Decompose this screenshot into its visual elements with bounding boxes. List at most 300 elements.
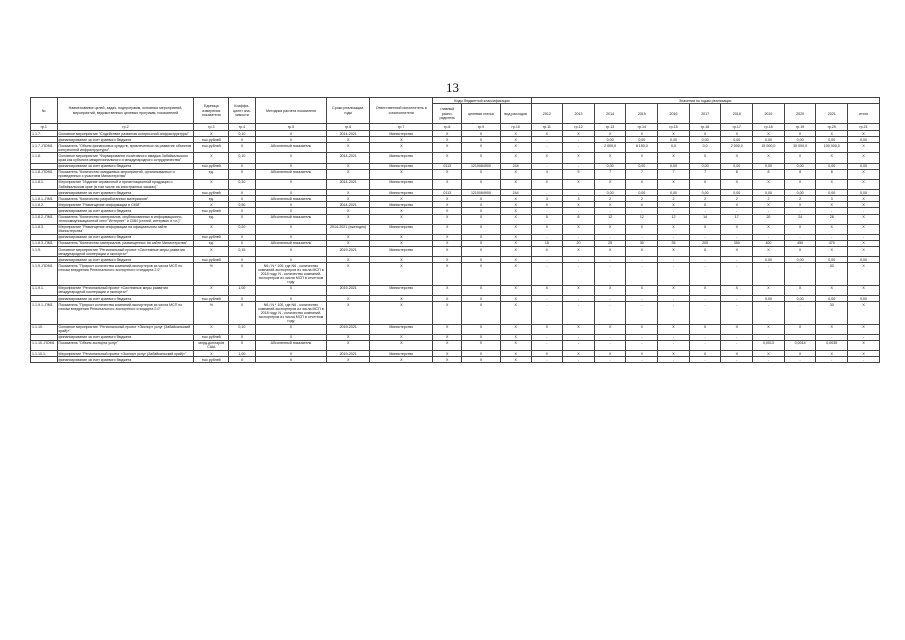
table-cell: X [531, 247, 563, 257]
row-number: 1.1.8.3.-ПМ1 [31, 240, 58, 246]
table-cell: X [753, 202, 785, 208]
table-cell: X [229, 263, 256, 285]
header-year: итого [848, 104, 880, 124]
table-cell: 12 [658, 214, 690, 224]
table-cell: 0,00 [816, 296, 848, 302]
table-cell: X [816, 351, 848, 357]
table-cell: X [229, 340, 256, 350]
table-cell: - [594, 257, 626, 263]
table-cell: 0,00 [626, 190, 658, 196]
table-cell: X [255, 334, 327, 340]
table-cell: - [658, 263, 690, 285]
table-cell: - [531, 263, 563, 285]
table-cell: - [594, 357, 626, 363]
column-number: гр.20 [816, 124, 848, 131]
row-number: 1.1.9.1. [31, 285, 58, 295]
table-cell: X [327, 214, 370, 224]
table-cell: X [433, 202, 462, 208]
table-cell: тыс.рублей [194, 208, 229, 214]
table-cell: X [563, 179, 595, 189]
table-cell: 1,00 [229, 285, 256, 295]
table-cell: ед. [194, 169, 229, 179]
table-cell: 0,00 [689, 190, 721, 196]
table-cell: 0,10 [229, 324, 256, 334]
table-cell: 2014-2021 [327, 131, 370, 137]
column-number: гр.13 [594, 124, 626, 131]
row-name: Основное мероприятие "Содействие развитию конгрессной инфраструктуры" [57, 131, 194, 137]
table-cell: X [753, 324, 785, 334]
table-cell: X [462, 247, 501, 257]
table-cell: - [594, 302, 626, 324]
table-cell: - [753, 234, 785, 240]
table-cell: X [848, 285, 880, 295]
table-cell: X [753, 153, 785, 163]
table-cell: X [500, 234, 531, 240]
table-cell: X [500, 334, 531, 340]
table-cell: X [433, 351, 462, 357]
table-cell: X [255, 324, 327, 334]
header-budget-codes: Коды бюджетной классификации [433, 98, 531, 104]
table-cell: X [658, 351, 690, 357]
table-cell: 20 [753, 214, 785, 224]
table-cell: - [848, 334, 880, 340]
table-cell: X [327, 169, 370, 179]
table-cell: 450 [784, 240, 816, 246]
table-cell: 15 [531, 240, 563, 246]
table-cell: 0,00 [753, 257, 785, 263]
table-cell: 30 [626, 240, 658, 246]
table-cell: X [229, 169, 256, 179]
table-cell: X [531, 153, 563, 163]
table-cell: X [500, 131, 531, 137]
table-cell: X [563, 324, 595, 334]
table-cell: X [433, 357, 462, 363]
table-cell: X [194, 224, 229, 234]
table-cell: X [500, 263, 531, 285]
table-cell: X [327, 302, 370, 324]
header-year: 2012 [531, 104, 563, 124]
table-cell: - [563, 263, 595, 285]
table-cell: X [327, 208, 370, 214]
table-cell: 470 [816, 240, 848, 246]
table-cell: тыс.рублей [194, 143, 229, 153]
table-cell: X [433, 143, 462, 153]
table-cell: 1,00 [229, 351, 256, 357]
table-cell: X [721, 324, 753, 334]
table-cell: X [462, 153, 501, 163]
table-cell: X [433, 137, 462, 143]
table-cell: X [626, 351, 658, 357]
table-cell: - [531, 143, 563, 153]
table-cell: - [594, 234, 626, 240]
table-cell: - [531, 302, 563, 324]
table-cell: 0,00 [753, 137, 785, 143]
table-cell: X [816, 247, 848, 257]
table-cell: X [433, 324, 462, 334]
table-cell: 244 [500, 190, 531, 196]
table-cell: X [848, 263, 880, 285]
table-cell: X [462, 324, 501, 334]
row-name: финансирование за счет краевого бюджета [57, 334, 194, 340]
table-cell: X [658, 247, 690, 257]
table-cell: X [594, 179, 626, 189]
table-row [31, 153, 880, 163]
table-cell: X [500, 137, 531, 143]
table-cell: X [433, 285, 462, 295]
table-cell: X [658, 202, 690, 208]
table-cell: 0,00 [816, 137, 848, 143]
table-cell: - [626, 334, 658, 340]
table-cell: X [229, 143, 256, 153]
table-cell: 0,50 [229, 202, 256, 208]
table-cell: 8 [721, 169, 753, 179]
table-cell: X [370, 357, 433, 363]
table-cell: 25 [594, 240, 626, 246]
table-cell: X [462, 169, 501, 179]
table-cell: X [784, 324, 816, 334]
table-cell: - [658, 257, 690, 263]
table-cell: X [255, 153, 327, 163]
column-number: гр.19 [784, 124, 816, 131]
table-cell: 28 [816, 214, 848, 224]
table-cell: X [327, 263, 370, 285]
table-cell: 0,00 [784, 296, 816, 302]
table-cell: - [689, 302, 721, 324]
table-cell: ед. [194, 214, 229, 224]
table-row [31, 285, 880, 295]
table-cell: 2014-2021 [327, 179, 370, 189]
table-cell: X [327, 240, 370, 246]
table-cell: X [327, 296, 370, 302]
row-name: Показатель "Объем финансовых средств, привлеченных на развитие объектов конгрессной инфраструктуры" [57, 143, 194, 153]
table-cell: 2 [689, 196, 721, 202]
row-name: Показатель "Количество имиджевых мероприятий, организованных и проведенных с участием Министерства" [57, 169, 194, 179]
table-cell: - [626, 296, 658, 302]
table-cell: X [721, 179, 753, 189]
table-cell: X [229, 196, 256, 202]
table-cell: X [194, 153, 229, 163]
table-cell: - [563, 340, 595, 350]
table-cell: - [563, 296, 595, 302]
table-cell: 30 000,0 [784, 143, 816, 153]
column-number: гр.15 [658, 124, 690, 131]
table-cell: X [531, 285, 563, 295]
table-cell: - [563, 257, 595, 263]
table-cell: X [658, 179, 690, 189]
table-cell: тыс.рублей [194, 334, 229, 340]
table-cell: X [500, 143, 531, 153]
row-name: Показатель "Прирост количества компаний-экспортеров из числа МСП по итогам внедрения Регионального экспортного стандарта 2.0" [57, 302, 194, 324]
table-cell: X [753, 131, 785, 137]
table-cell: X [462, 143, 501, 153]
table-cell: 4 [531, 169, 563, 179]
table-cell: 2019-2021 [327, 285, 370, 295]
table-cell: - [784, 234, 816, 240]
table-cell: X [462, 302, 501, 324]
table-cell: - [689, 357, 721, 363]
table-cell: 0113 [433, 190, 462, 196]
table-cell: X [433, 196, 462, 202]
table-cell: - [721, 208, 753, 214]
table-cell: X [255, 234, 327, 240]
table-cell: - [658, 208, 690, 214]
table-cell: 0,0014 [784, 340, 816, 350]
table-cell: X [229, 296, 256, 302]
table-cell: X [327, 234, 370, 240]
table-cell: X [721, 224, 753, 234]
table-cell: 0,00 [848, 296, 880, 302]
table-cell: X [229, 257, 256, 263]
table-cell: - [594, 340, 626, 350]
table-cell: - [563, 163, 595, 169]
header-responsible: Ответственный исполнитель и соисполнители [370, 98, 433, 124]
table-cell: X [462, 357, 501, 363]
table-cell: - [658, 302, 690, 324]
table-cell: X [848, 196, 880, 202]
table-cell: X [462, 257, 501, 263]
table-cell: X [327, 143, 370, 153]
table-cell: X [626, 202, 658, 208]
table-cell: X [462, 214, 501, 224]
row-number: 1.1.9.-ПОМ1 [31, 263, 58, 285]
table-cell: 17 [721, 214, 753, 224]
table-cell: 0,00 [753, 296, 785, 302]
table-cell: - [753, 357, 785, 363]
table-cell: тыс.рублей [194, 257, 229, 263]
table-cell: X [255, 351, 327, 357]
table-cell: 3 [816, 196, 848, 202]
row-name: Основное мероприятие "Региональный проект «Экспорт услуг (Забайкальский край)»" [57, 324, 194, 334]
table-cell: X [848, 240, 880, 246]
table-cell: - [848, 208, 880, 214]
table-cell: Министерство [370, 163, 433, 169]
table-cell: % [194, 263, 229, 285]
row-name: Показатель "Объем экспорта услуг" [57, 340, 194, 350]
table-cell: 0,00 [721, 190, 753, 196]
table-cell: X [462, 224, 501, 234]
table-cell: 0,00 [816, 163, 848, 169]
table-cell: X [370, 334, 433, 340]
table-cell: 3 [531, 196, 563, 202]
table-cell: - [531, 208, 563, 214]
table-cell: X [433, 234, 462, 240]
table-cell: X [594, 351, 626, 357]
table-row [31, 224, 880, 234]
table-cell: - [626, 234, 658, 240]
table-cell: X [370, 302, 433, 324]
row-name: Мероприятие "Размещение информации в СМИ" [57, 202, 194, 208]
table-cell: N6 / N * 100, где N6 - количество компаний-экспортеров из числа МСП в 2018 году, N - количество компаний-экспортеров из числа МСП в отчетном году [255, 263, 327, 285]
table-cell: - [689, 296, 721, 302]
row-name: Основное мероприятие "Формирование позитивного имиджа Забайкальского края как субъекта межрегионального и международного сотрудничества" [57, 153, 194, 163]
table-cell: - [531, 257, 563, 263]
header-coefficient: Коэффи-циент зна-чимости [229, 98, 256, 124]
table-cell: - [563, 143, 595, 153]
table-cell: X [462, 334, 501, 340]
table-cell: - [689, 263, 721, 285]
table-cell: 3 [563, 196, 595, 202]
table-cell: X [626, 131, 658, 137]
table-cell: X [327, 137, 370, 143]
table-cell: X [500, 247, 531, 257]
table-cell: 5 [563, 169, 595, 179]
table-cell: 0,0035 [816, 340, 848, 350]
column-number: гр.12 [563, 124, 595, 131]
table-cell: X [433, 179, 462, 189]
row-name: Показатель "Прирост количества компаний-экспортеров из числа МСП по итогам внедрения Регионального экспортного стандарта 2.0" [57, 263, 194, 285]
table-cell: X [500, 257, 531, 263]
table-cell: X [689, 153, 721, 163]
table-cell: X [784, 153, 816, 163]
table-cell: X [848, 302, 880, 324]
table-cell: X [753, 179, 785, 189]
program-table [30, 97, 880, 363]
table-cell: тыс.рублей [194, 296, 229, 302]
table-cell: 12 [594, 214, 626, 224]
table-cell: - [531, 163, 563, 169]
table-cell: 0,00 [784, 163, 816, 169]
header-values: Значения по годам реализации [531, 98, 879, 104]
row-number: 1.1.8.2. [31, 202, 58, 208]
table-cell: Министерство [370, 351, 433, 357]
table-cell: X [848, 179, 880, 189]
table-cell: X [327, 357, 370, 363]
table-row [31, 357, 880, 363]
table-cell: X [255, 131, 327, 137]
table-cell: 0,00 [816, 257, 848, 263]
table-cell: 0,00 [721, 163, 753, 169]
table-cell: X [784, 131, 816, 137]
table-cell: X [370, 208, 433, 214]
table-cell: % [194, 302, 229, 324]
table-cell: 2 000,0 [594, 143, 626, 153]
table-cell: X [816, 131, 848, 137]
table-cell: X [594, 153, 626, 163]
table-cell: 0,00 [689, 163, 721, 169]
table-cell: - [531, 234, 563, 240]
table-cell: X [563, 247, 595, 257]
table-cell: - [848, 234, 880, 240]
table-cell: X [433, 240, 462, 246]
table-cell: - [689, 340, 721, 350]
table-cell: X [229, 190, 256, 196]
table-cell: X [462, 296, 501, 302]
table-cell: - [563, 137, 595, 143]
table-cell: X [229, 357, 256, 363]
table-cell: X [753, 351, 785, 357]
table-cell: 7 [658, 169, 690, 179]
table-cell: X [626, 224, 658, 234]
table-cell: 12 [626, 214, 658, 224]
header-unit: Единица измерения показателя [194, 98, 229, 124]
table-cell: 2 [658, 196, 690, 202]
row-name: Показатель "Количество материалов, опубликованных в информационно-телекоммуникационной сети "Интернет" и СМИ (статей, интервью и т.п.)" [57, 214, 194, 224]
table-cell: X [433, 257, 462, 263]
table-cell: X [194, 247, 229, 257]
row-number: 1.1.8.2.-ПМ1 [31, 214, 58, 224]
row-number: 1.1.9.1.-ПМ1 [31, 302, 58, 324]
table-cell: X [848, 169, 880, 179]
table-cell: X [370, 296, 433, 302]
table-cell: X [462, 340, 501, 350]
table-cell: X [594, 285, 626, 295]
table-cell: X [462, 179, 501, 189]
table-cell: X [848, 143, 880, 153]
table-cell: 8 [784, 169, 816, 179]
table-cell: 14 [689, 214, 721, 224]
table-cell: - [721, 334, 753, 340]
table-cell: 0,10 [229, 131, 256, 137]
table-cell: X [784, 224, 816, 234]
table-cell: тыс.рублей [194, 137, 229, 143]
table-cell: 0,30 [229, 179, 256, 189]
row-number: 1.1.7.-ПОМ1 [31, 143, 58, 153]
table-cell: X [816, 202, 848, 208]
row-number [31, 357, 58, 363]
table-cell: X [433, 263, 462, 285]
table-cell: X [370, 240, 433, 246]
table-cell: 0,00 [848, 257, 880, 263]
table-cell: X [594, 247, 626, 257]
table-cell: - [784, 302, 816, 324]
table-cell: X [658, 324, 690, 334]
table-row [31, 247, 880, 257]
table-cell: 2 000,0 [721, 143, 753, 153]
header-year: 2021 [816, 104, 848, 124]
table-cell: X [370, 257, 433, 263]
column-number: гр.8 [433, 124, 462, 131]
table-cell: X [658, 224, 690, 234]
table-cell: - [816, 334, 848, 340]
table-cell: - [594, 263, 626, 285]
column-number: гр.21 [848, 124, 880, 131]
table-cell: 0,00 [658, 163, 690, 169]
table-cell: X [229, 137, 256, 143]
table-cell: X [255, 202, 327, 208]
table-cell: X [229, 234, 256, 240]
table-cell: X [255, 224, 327, 234]
table-cell: X [563, 351, 595, 357]
table-cell: Министерство [370, 247, 433, 257]
table-cell: - [626, 302, 658, 324]
table-cell: X [531, 179, 563, 189]
table-cell: X [689, 324, 721, 334]
table-cell: - [626, 340, 658, 350]
column-number: гр.10 [500, 124, 531, 131]
table-cell: X [462, 234, 501, 240]
table-cell: X [594, 324, 626, 334]
table-cell: X [500, 196, 531, 202]
column-number: гр.7 [370, 124, 433, 131]
table-cell: - [626, 263, 658, 285]
table-cell: 8 [816, 169, 848, 179]
table-cell: X [433, 208, 462, 214]
table-cell: - [689, 334, 721, 340]
table-cell: - [531, 137, 563, 143]
table-cell: - [721, 296, 753, 302]
table-cell: X [255, 163, 327, 169]
column-number: гр.17 [721, 124, 753, 131]
table-cell: Министерство [370, 153, 433, 163]
table-row [31, 340, 880, 350]
table-cell: Абсолютный показатель [255, 196, 327, 202]
table-cell: 400 [753, 240, 785, 246]
table-cell: X [462, 131, 501, 137]
table-cell: тыс.рублей [194, 357, 229, 363]
table-cell: X [753, 224, 785, 234]
table-cell: - [689, 234, 721, 240]
table-cell: X [594, 131, 626, 137]
